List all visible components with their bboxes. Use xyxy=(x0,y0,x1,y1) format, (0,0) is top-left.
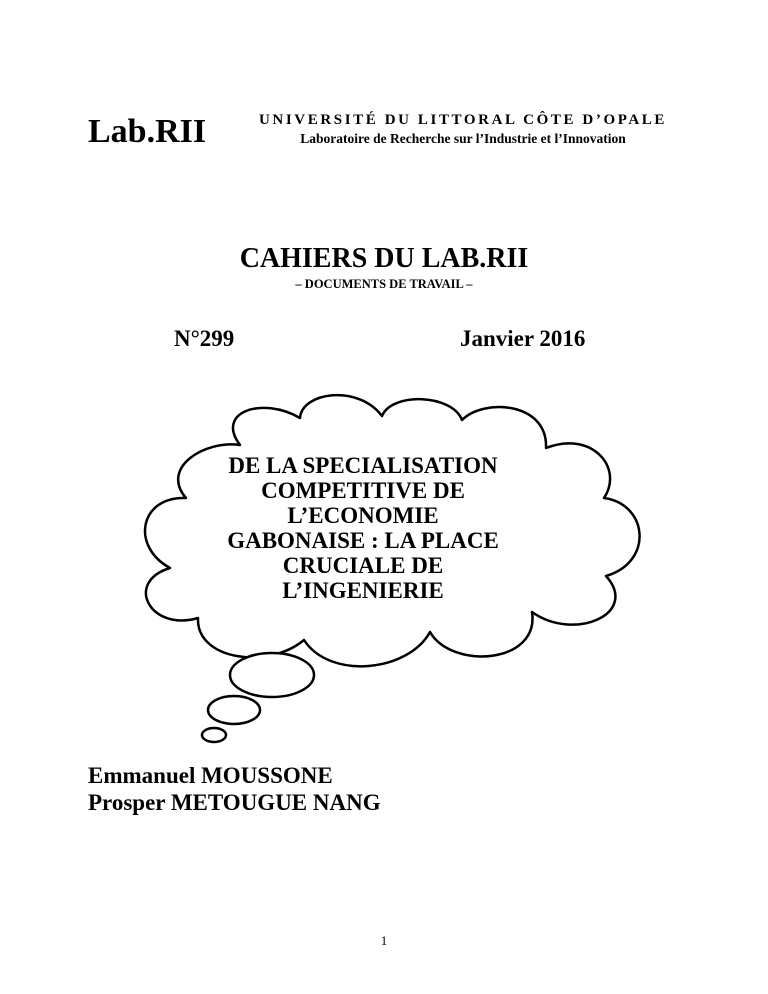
author-name: Emmanuel MOUSSONE xyxy=(88,763,333,788)
lab-logo: Lab.RII xyxy=(88,113,207,150)
thought-bubble-large xyxy=(230,653,314,697)
paper-title xyxy=(208,453,518,603)
university-name: UNIVERSITÉ DU LITTORAL CÔTE D’OPALE xyxy=(258,112,667,128)
author-name: Prosper METOUGUE NANG xyxy=(88,790,381,815)
page-number: 1 xyxy=(380,933,388,948)
paper-title-line: L’INGENIERIE xyxy=(282,578,444,603)
author-list xyxy=(88,762,381,816)
thought-bubble-medium xyxy=(208,696,260,724)
series-subtitle: – DOCUMENTS DE TRAVAIL – xyxy=(295,277,473,291)
issue-number: N°299 xyxy=(174,326,235,351)
paper-title-line: CRUCIALE DE xyxy=(282,553,444,578)
issue-date: Janvier 2016 xyxy=(460,326,586,351)
series-title: CAHIERS DU LAB.RII xyxy=(239,243,529,274)
paper-title-line: DE LA SPECIALISATION xyxy=(228,453,498,478)
thought-bubble-small xyxy=(202,728,226,742)
paper-title-line: COMPETITIVE DE xyxy=(261,478,465,503)
paper-title-line: GABONAISE : LA PLACE xyxy=(227,528,499,553)
paper-title-line: L’ECONOMIE xyxy=(287,503,439,528)
laboratory-name: Laboratoire de Recherche sur l’Industrie et l’Innovation xyxy=(300,131,626,146)
